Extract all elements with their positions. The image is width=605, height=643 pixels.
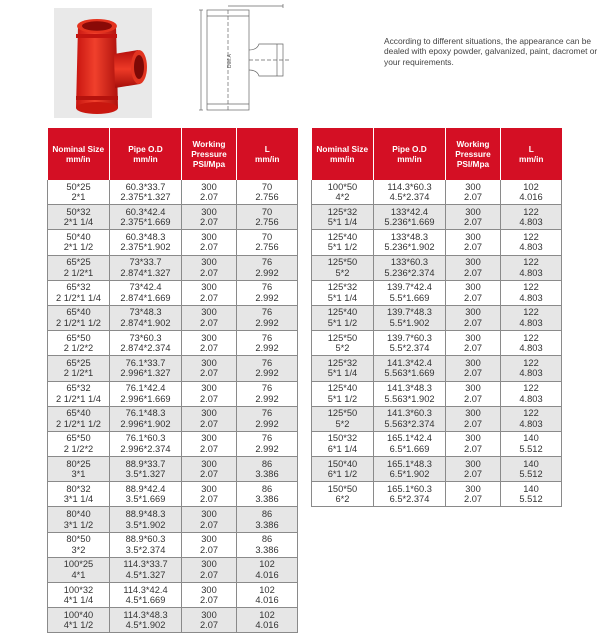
working-pressure-cell: 300 2.07 xyxy=(446,180,501,205)
table-row xyxy=(48,356,298,381)
pipe-od-cell: 76.1*33.7 2.996*1.327 xyxy=(110,356,182,381)
length-cell: 122 4.803 xyxy=(501,356,562,381)
table-row xyxy=(48,230,298,255)
col-header-working-pressure: Working Pressure PSI/Mpa xyxy=(182,128,237,180)
nominal-size-cell: 80*32 3*1 1/4 xyxy=(48,482,110,507)
working-pressure-cell: 300 2.07 xyxy=(182,305,237,330)
working-pressure-cell: 300 2.07 xyxy=(182,255,237,280)
table-row xyxy=(48,305,298,330)
table-row xyxy=(48,557,298,582)
nominal-size-cell: 125*50 5*2 xyxy=(312,255,374,280)
working-pressure-cell: 300 2.07 xyxy=(182,356,237,381)
table-row xyxy=(48,431,298,456)
table-row xyxy=(312,457,562,482)
pipe-od-cell: 165.1*48.3 6.5*1.902 xyxy=(374,457,446,482)
pipe-od-cell: 165.1*60.3 6.5*2.374 xyxy=(374,482,446,507)
length-cell: 102 4.016 xyxy=(237,583,298,608)
pipe-od-cell: 141.3*48.3 5.563*1.902 xyxy=(374,381,446,406)
working-pressure-cell: 300 2.07 xyxy=(446,280,501,305)
length-cell: 86 3.386 xyxy=(237,532,298,557)
length-cell: 122 4.803 xyxy=(501,406,562,431)
pipe-od-cell: 76.1*48.3 2.996*1.902 xyxy=(110,406,182,431)
table-row xyxy=(312,205,562,230)
length-cell: 122 4.803 xyxy=(501,205,562,230)
nominal-size-cell: 100*50 4*2 xyxy=(312,180,374,205)
working-pressure-cell: 300 2.07 xyxy=(182,532,237,557)
working-pressure-cell: 300 2.07 xyxy=(446,356,501,381)
table-row xyxy=(48,507,298,532)
length-cell: 70 2.756 xyxy=(237,180,298,205)
length-cell: 70 2.756 xyxy=(237,205,298,230)
working-pressure-cell: 300 2.07 xyxy=(446,482,501,507)
nominal-size-cell: 80*40 3*1 1/2 xyxy=(48,507,110,532)
nominal-size-cell: 125*40 5*1 1/2 xyxy=(312,230,374,255)
nominal-size-cell: 125*50 5*2 xyxy=(312,406,374,431)
length-cell: 102 4.016 xyxy=(501,180,562,205)
working-pressure-cell: 300 2.07 xyxy=(446,255,501,280)
pipe-od-cell: 165.1*42.4 6.5*1.669 xyxy=(374,431,446,456)
table-row xyxy=(312,356,562,381)
nominal-size-cell: 125*32 5*1 1/4 xyxy=(312,280,374,305)
nominal-size-cell: 125*40 5*1 1/2 xyxy=(312,305,374,330)
working-pressure-cell: 300 2.07 xyxy=(182,507,237,532)
nominal-size-cell: 150*32 6*1 1/4 xyxy=(312,431,374,456)
working-pressure-cell: 300 2.07 xyxy=(446,205,501,230)
table-row xyxy=(312,255,562,280)
table-row xyxy=(48,205,298,230)
pipe-od-cell: 139.7*48.3 5.5*1.902 xyxy=(374,305,446,330)
working-pressure-cell: 300 2.07 xyxy=(182,608,237,633)
nominal-size-cell: 65*40 2 1/2*1 1/2 xyxy=(48,305,110,330)
nominal-size-cell: 100*25 4*1 xyxy=(48,557,110,582)
working-pressure-cell: 300 2.07 xyxy=(182,180,237,205)
col-header-pipe-od: Pipe O.D mm/in xyxy=(110,128,182,180)
nominal-size-cell: 100*40 4*1 1/2 xyxy=(48,608,110,633)
nominal-size-cell: 65*25 2 1/2*1 xyxy=(48,356,110,381)
length-cell: 86 3.386 xyxy=(237,507,298,532)
length-cell: 70 2.756 xyxy=(237,230,298,255)
nominal-size-cell: 65*25 2 1/2*1 xyxy=(48,255,110,280)
nominal-size-cell: 50*25 2*1 xyxy=(48,180,110,205)
table-row xyxy=(312,305,562,330)
working-pressure-cell: 300 2.07 xyxy=(446,331,501,356)
nominal-size-cell: 150*40 6*1 1/2 xyxy=(312,457,374,482)
table-row xyxy=(48,180,298,205)
col-header-working-pressure: Working Pressure PSI/Mpa xyxy=(446,128,501,180)
length-cell: 140 5.512 xyxy=(501,431,562,456)
table-row xyxy=(48,457,298,482)
product-photo xyxy=(54,8,152,118)
nominal-size-cell: 65*50 2 1/2*2 xyxy=(48,431,110,456)
spec-table-right xyxy=(311,128,562,507)
tee-dimension-drawing-icon xyxy=(197,4,307,116)
pipe-od-cell: 133*48.3 5.236*1.902 xyxy=(374,230,446,255)
pipe-od-cell: 60.3*33.7 2.375*1.327 xyxy=(110,180,182,205)
nominal-size-cell: 80*50 3*2 xyxy=(48,532,110,557)
pipe-od-cell: 133*60.3 5.236*2.374 xyxy=(374,255,446,280)
length-cell: 122 4.803 xyxy=(501,255,562,280)
pipe-od-cell: 73*60.3 2.874*2.374 xyxy=(110,331,182,356)
col-header-length: L mm/in xyxy=(501,128,562,180)
table-row xyxy=(48,482,298,507)
pipe-od-cell: 114.3*33.7 4.5*1.327 xyxy=(110,557,182,582)
nominal-size-cell: 65*32 2 1/2*1 1/4 xyxy=(48,381,110,406)
working-pressure-cell: 300 2.07 xyxy=(182,280,237,305)
nominal-size-cell: 150*50 6*2 xyxy=(312,482,374,507)
table-row xyxy=(48,381,298,406)
length-cell: 76 2.992 xyxy=(237,356,298,381)
pipe-od-cell: 88.9*48.3 3.5*1.902 xyxy=(110,507,182,532)
pipe-od-cell: 88.9*33.7 3.5*1.327 xyxy=(110,457,182,482)
pipe-od-cell: 73*42.4 2.874*1.669 xyxy=(110,280,182,305)
length-cell: 122 4.803 xyxy=(501,280,562,305)
working-pressure-cell: 300 2.07 xyxy=(446,457,501,482)
pipe-od-cell: 88.9*42.4 3.5*1.669 xyxy=(110,482,182,507)
table-row xyxy=(312,280,562,305)
length-cell: 86 3.386 xyxy=(237,457,298,482)
working-pressure-cell: 300 2.07 xyxy=(182,331,237,356)
pipe-od-cell: 133*42.4 5.236*1.669 xyxy=(374,205,446,230)
length-cell: 76 2.992 xyxy=(237,280,298,305)
technical-drawing xyxy=(197,4,307,116)
nominal-size-cell: 65*32 2 1/2*1 1/4 xyxy=(48,280,110,305)
working-pressure-cell: 300 2.07 xyxy=(182,431,237,456)
table-row xyxy=(48,532,298,557)
working-pressure-cell: 300 2.07 xyxy=(182,205,237,230)
length-cell: 140 5.512 xyxy=(501,457,562,482)
working-pressure-cell: 300 2.07 xyxy=(182,230,237,255)
finish-description: According to different situations, the appearance can be dealed with epoxy powder, galvanized, paint, dacromet or your requirements. xyxy=(384,36,598,67)
length-cell: 102 4.016 xyxy=(237,557,298,582)
table-row xyxy=(312,230,562,255)
length-cell: 76 2.992 xyxy=(237,255,298,280)
nominal-size-cell: 125*50 5*2 xyxy=(312,331,374,356)
table-header-row xyxy=(312,128,562,180)
nominal-size-cell: 65*40 2 1/2*1 1/2 xyxy=(48,406,110,431)
table-row xyxy=(48,406,298,431)
reducing-tee-photo-icon xyxy=(54,8,152,118)
nominal-size-cell: 125*40 5*1 1/2 xyxy=(312,381,374,406)
length-cell: 122 4.803 xyxy=(501,331,562,356)
nominal-size-cell: 50*40 2*1 1/2 xyxy=(48,230,110,255)
nominal-size-cell: 125*32 5*1 1/4 xyxy=(312,356,374,381)
length-cell: 76 2.992 xyxy=(237,406,298,431)
table-row xyxy=(48,331,298,356)
pipe-od-cell: 114.3*48.3 4.5*1.902 xyxy=(110,608,182,633)
pipe-od-cell: 76.1*42.4 2.996*1.669 xyxy=(110,381,182,406)
table-header-row xyxy=(48,128,298,180)
spec-table-left xyxy=(47,128,298,633)
working-pressure-cell: 300 2.07 xyxy=(446,305,501,330)
working-pressure-cell: 300 2.07 xyxy=(182,457,237,482)
table-row xyxy=(48,280,298,305)
table-row xyxy=(48,255,298,280)
length-cell: 122 4.803 xyxy=(501,230,562,255)
table-row xyxy=(48,608,298,633)
col-header-length: L mm/in xyxy=(237,128,298,180)
length-cell: 76 2.992 xyxy=(237,305,298,330)
working-pressure-cell: 300 2.07 xyxy=(446,230,501,255)
pipe-od-cell: 141.3*42.4 5.563*1.669 xyxy=(374,356,446,381)
pipe-od-cell: 141.3*60.3 5.563*2.374 xyxy=(374,406,446,431)
nominal-size-cell: 50*32 2*1 1/4 xyxy=(48,205,110,230)
pipe-od-cell: 114.3*60.3 4.5*2.374 xyxy=(374,180,446,205)
drawing-dim-label: DIM.A xyxy=(227,54,233,68)
working-pressure-cell: 300 2.07 xyxy=(182,381,237,406)
table-row xyxy=(312,482,562,507)
length-cell: 76 2.992 xyxy=(237,431,298,456)
pipe-od-cell: 139.7*60.3 5.5*2.374 xyxy=(374,331,446,356)
col-header-nominal-size: Nominal Size mm/in xyxy=(312,128,374,180)
length-cell: 76 2.992 xyxy=(237,331,298,356)
col-header-pipe-od: Pipe O.D mm/in xyxy=(374,128,446,180)
working-pressure-cell: 300 2.07 xyxy=(182,482,237,507)
working-pressure-cell: 300 2.07 xyxy=(446,406,501,431)
length-cell: 122 4.803 xyxy=(501,381,562,406)
col-header-nominal-size: Nominal Size mm/in xyxy=(48,128,110,180)
pipe-od-cell: 88.9*60.3 3.5*2.374 xyxy=(110,532,182,557)
pipe-od-cell: 73*33.7 2.874*1.327 xyxy=(110,255,182,280)
nominal-size-cell: 125*32 5*1 1/4 xyxy=(312,205,374,230)
pipe-od-cell: 60.3*48.3 2.375*1.902 xyxy=(110,230,182,255)
working-pressure-cell: 300 2.07 xyxy=(182,406,237,431)
table-row xyxy=(312,381,562,406)
working-pressure-cell: 300 2.07 xyxy=(182,583,237,608)
pipe-od-cell: 139.7*42.4 5.5*1.669 xyxy=(374,280,446,305)
length-cell: 140 5.512 xyxy=(501,482,562,507)
table-row xyxy=(312,180,562,205)
pipe-od-cell: 60.3*42.4 2.375*1.669 xyxy=(110,205,182,230)
table-row xyxy=(48,583,298,608)
pipe-od-cell: 114.3*42.4 4.5*1.669 xyxy=(110,583,182,608)
nominal-size-cell: 65*50 2 1/2*2 xyxy=(48,331,110,356)
length-cell: 86 3.386 xyxy=(237,482,298,507)
length-cell: 122 4.803 xyxy=(501,305,562,330)
table-row xyxy=(312,406,562,431)
table-row xyxy=(312,331,562,356)
working-pressure-cell: 300 2.07 xyxy=(446,431,501,456)
pipe-od-cell: 73*48.3 2.874*1.902 xyxy=(110,305,182,330)
length-cell: 102 4.016 xyxy=(237,608,298,633)
table-row xyxy=(312,431,562,456)
working-pressure-cell: 300 2.07 xyxy=(182,557,237,582)
nominal-size-cell: 80*25 3*1 xyxy=(48,457,110,482)
nominal-size-cell: 100*32 4*1 1/4 xyxy=(48,583,110,608)
pipe-od-cell: 76.1*60.3 2.996*2.374 xyxy=(110,431,182,456)
working-pressure-cell: 300 2.07 xyxy=(446,381,501,406)
length-cell: 76 2.992 xyxy=(237,381,298,406)
